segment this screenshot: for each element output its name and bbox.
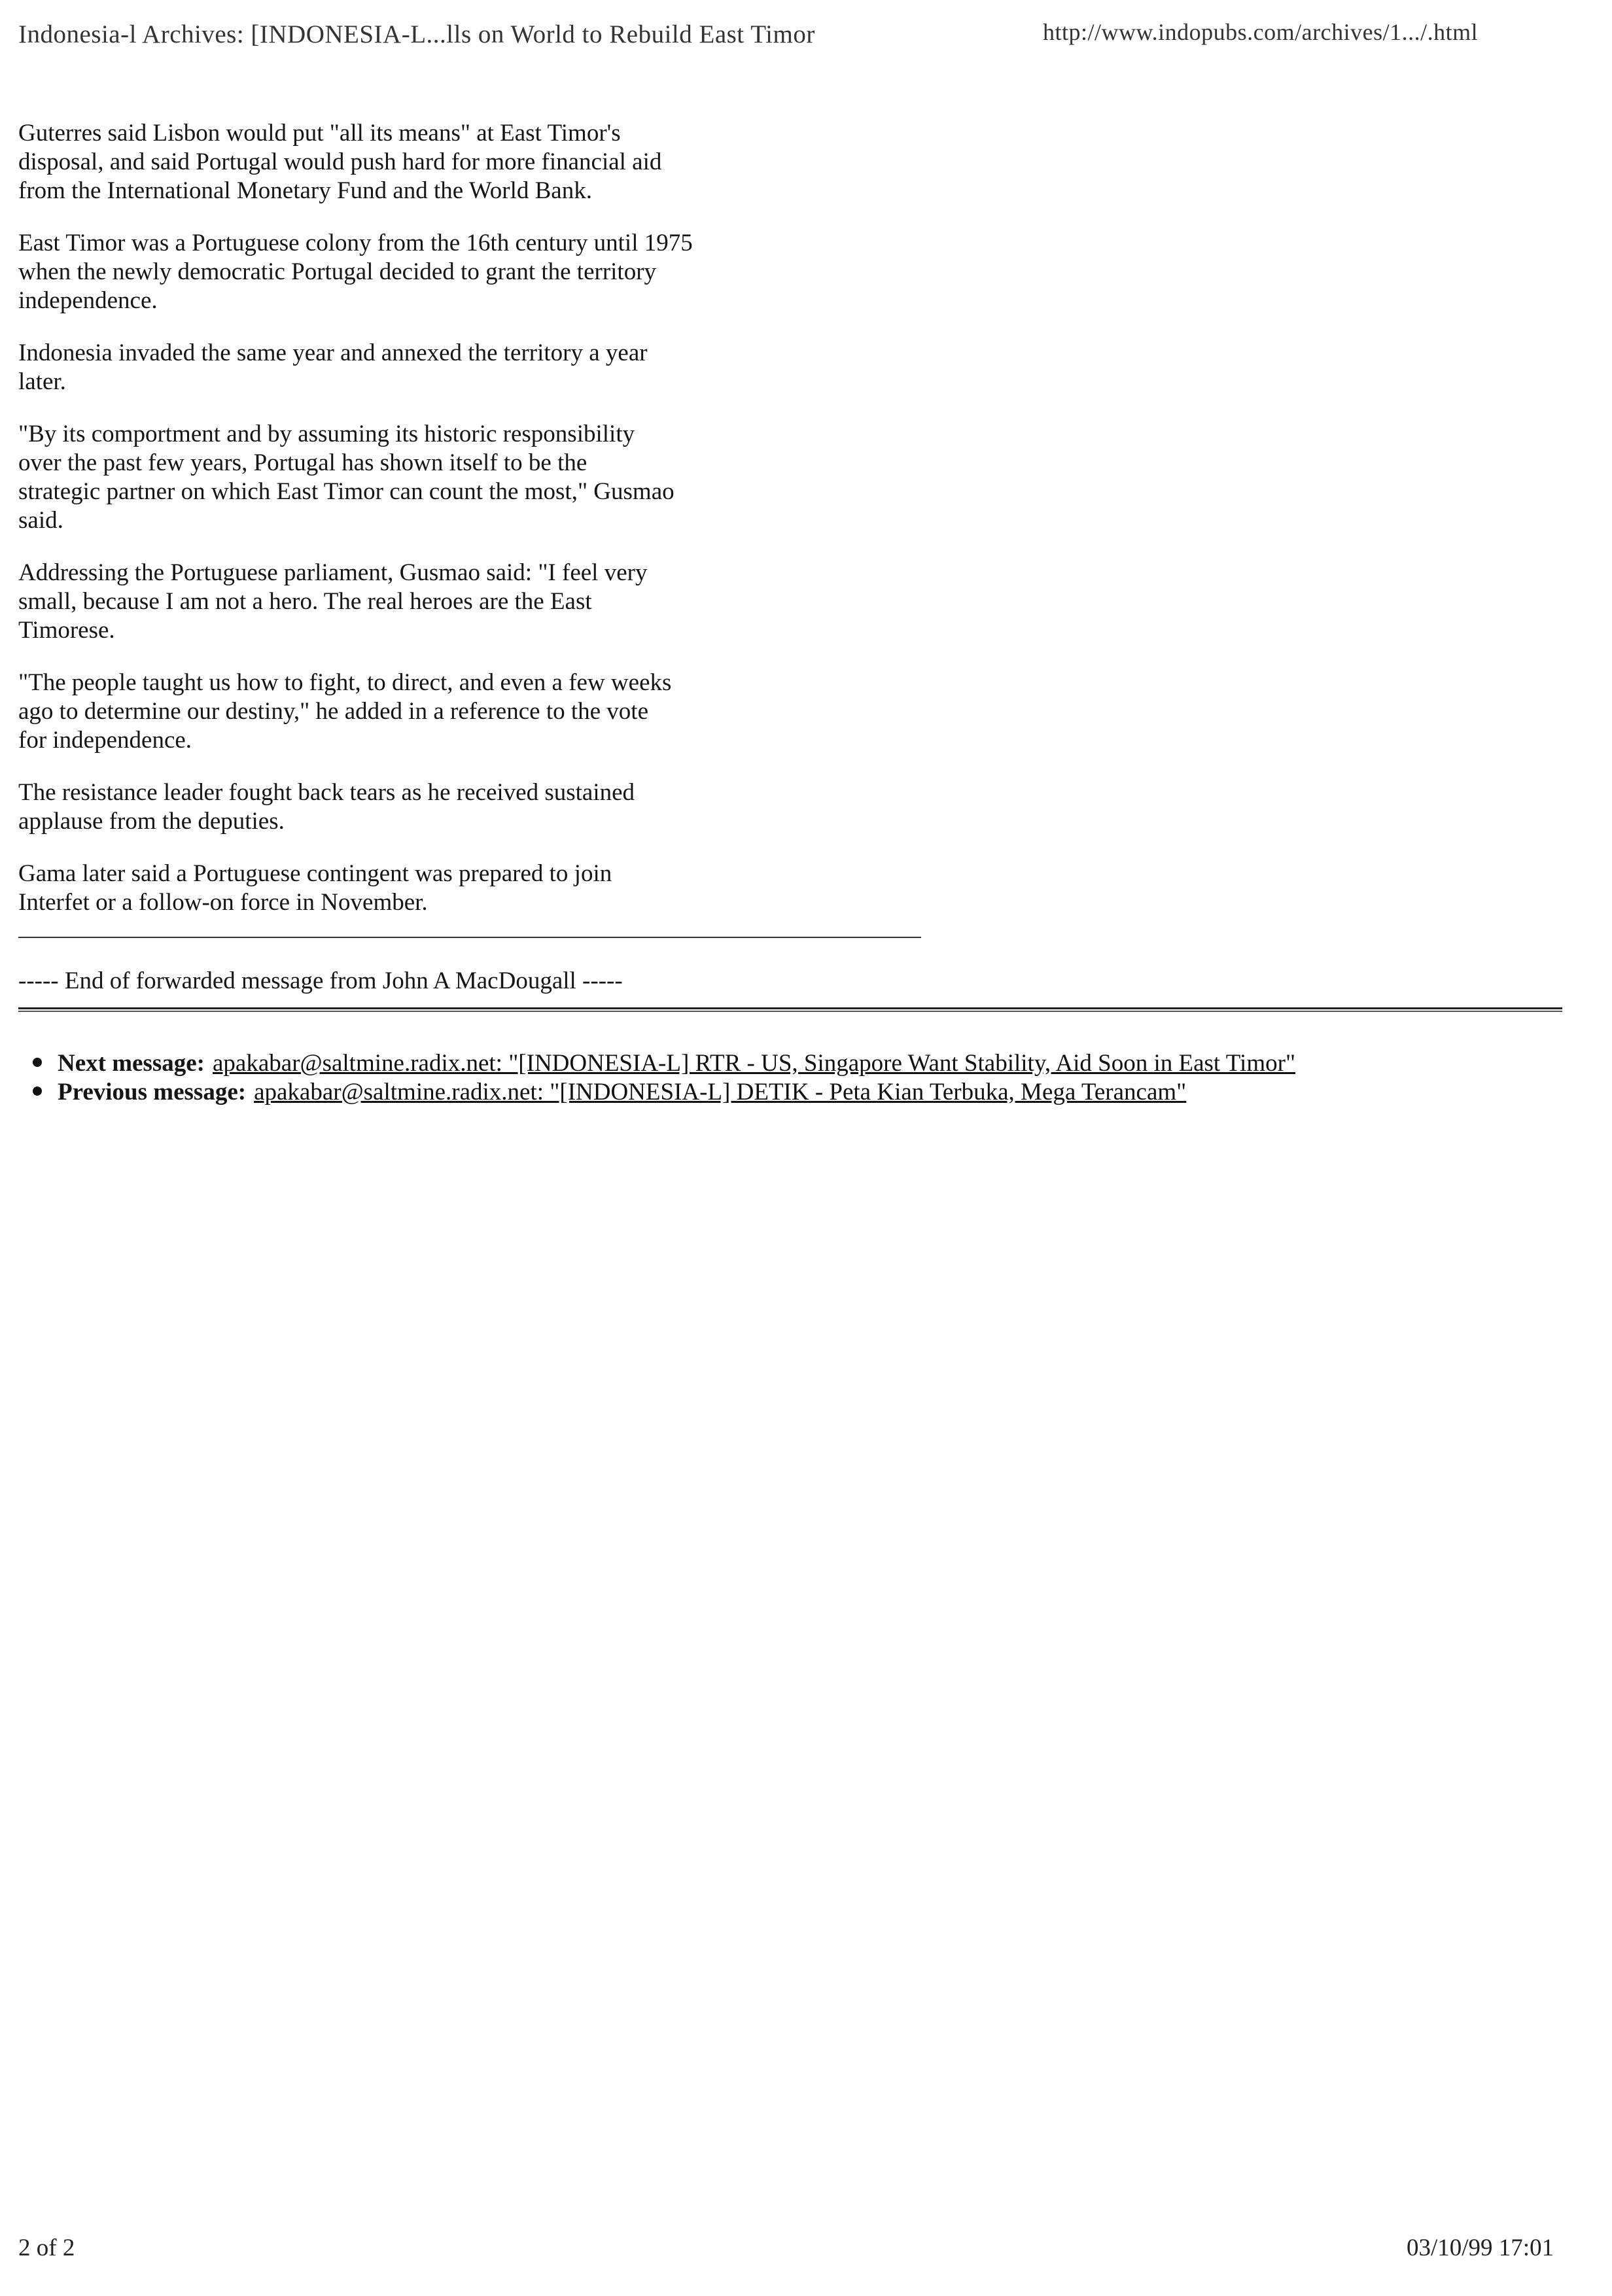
next-message-link[interactable]: apakabar@saltmine.radix.net: "[INDONESIA-L] RTR - US, Singapore Want Stability, Aid Soon in East Timor" (213, 1050, 1296, 1077)
page-number: 2 of 2 (18, 2235, 75, 2261)
page-header-url: http://www.indopubs.com/archives/1.../.html (1043, 19, 1479, 45)
print-datetime: 03/10/99 17:01 (1407, 2235, 1554, 2261)
section-divider (18, 1007, 1562, 1012)
end-of-forwarded-message: ----- End of forwarded message from John A MacDougall ----- (18, 967, 623, 994)
article-paragraph: Addressing the Portuguese parliament, Gusmao said: "I feel very small, because I am not a hero. The real heroes are the East Timorese. (18, 559, 648, 644)
bullet-icon (33, 1087, 42, 1096)
next-message-item (33, 1049, 1295, 1078)
article-paragraph: "By its comportment and by assuming its historic responsibility over the past few years, Portugal has shown itself to be the strategic partner on which East Timor can count the most," Gusmao said. (18, 421, 675, 534)
previous-message-link[interactable]: apakabar@saltmine.radix.net: "[INDONESIA-L] DETIK - Peta Kian Terbuka, Mega Terancam" (254, 1079, 1187, 1105)
next-message-label: Next message: (58, 1050, 205, 1077)
bullet-icon (33, 1058, 42, 1067)
article-paragraph: "The people taught us how to fight, to direct, and even a few weeks ago to determine our destiny," he added in a reference to the vote for independence. (18, 669, 672, 754)
article-paragraph: Gama later said a Portuguese contingent was prepared to join Interfet or a follow-on force in November. (18, 860, 612, 916)
page-header-title: Indonesia-l Archives: [INDONESIA-L...lls on World to Rebuild East Timor (18, 20, 815, 48)
article-paragraph: East Timor was a Portuguese colony from the 16th century until 1975 when the newly democratic Portugal decided to grant the territory independence. (18, 230, 693, 314)
article-paragraph: The resistance leader fought back tears as he received sustained applause from the deputies. (18, 779, 635, 835)
previous-message-item (33, 1078, 1295, 1107)
divider (18, 937, 921, 938)
message-navigation (33, 1049, 1295, 1107)
article-paragraph: Indonesia invaded the same year and annexed the territory a year later. (18, 339, 648, 395)
previous-message-label: Previous message: (58, 1079, 247, 1105)
article-body (18, 119, 803, 941)
article-paragraph: Guterres said Lisbon would put "all its means" at East Timor's disposal, and said Portugal would push hard for more financial aid from the International Monetary Fund and the World Bank. (18, 120, 662, 204)
